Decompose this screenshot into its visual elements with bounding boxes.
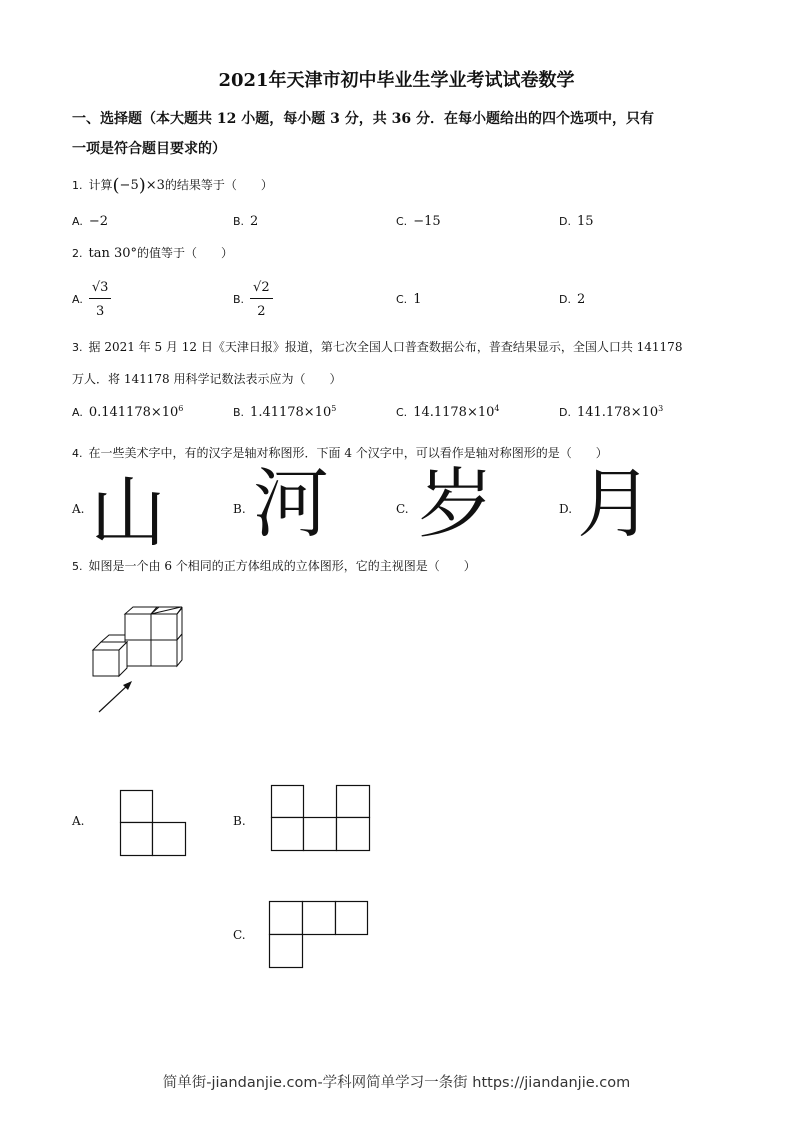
math-expression: (−5)×3 xyxy=(112,175,165,196)
q2-option-a: A. $\frac{√3}{3}$ xyxy=(72,280,111,319)
cube-front-face xyxy=(151,640,177,666)
q2-option-d: D. 2 xyxy=(559,292,586,307)
q4-option-d-char: 月 xyxy=(577,459,653,548)
question-text: 据 2021 年 5 月 12 日《天津日报》报道，第七次全国人口普查数据公布，普查结果显示，全国人口共 141178 xyxy=(88,340,683,354)
cube-front-face xyxy=(93,650,119,676)
section-heading-line1: 一、选择题（本大题共 12 小题，每小题 3 分，共 36 分．在每小题给出的四个选项中，只有 xyxy=(72,111,654,127)
question-text: 的值等于（ ） xyxy=(137,246,234,260)
q4-option-d-label: D. xyxy=(559,502,573,516)
cube-front-face xyxy=(125,640,151,666)
cube-front-face xyxy=(125,614,151,640)
q5-option-b-label: B. xyxy=(233,814,246,828)
view-direction-arrow xyxy=(99,684,129,712)
q5-option-b-figure xyxy=(271,785,373,855)
q3-option-c: C. $14.1178\times 10^4$ xyxy=(396,404,500,420)
page-title: 2021年天津市初中毕业生学业考试试卷数学 xyxy=(218,70,575,91)
q5-option-a-figure xyxy=(120,790,190,860)
section-heading-line2: 一项是符合题目要求的） xyxy=(72,141,226,157)
q2-option-b: B. $\frac{√2}{2}$ xyxy=(233,280,273,319)
question-2 xyxy=(72,244,233,261)
fraction: $\frac{√2}{2}$ xyxy=(250,280,273,319)
q5-option-c-figure xyxy=(269,901,371,971)
q2-option-c: C. 1 xyxy=(396,292,422,307)
question-number: 1. xyxy=(72,179,83,192)
question-number: 3. xyxy=(72,341,83,354)
cube-front-face xyxy=(151,614,177,640)
question-text: 如图是一个由 6 个相同的正方体组成的立体图形，它的主视图是（ ） xyxy=(88,559,476,573)
math-expression: tan 30° xyxy=(88,246,138,261)
cube-side-face xyxy=(177,634,182,666)
question-3-line2: 万人．将 141178 用科学记数法表示应为（ ） xyxy=(72,372,342,386)
section-heading xyxy=(72,104,732,164)
question-3-line1 xyxy=(72,338,682,355)
question-text: 的结果等于（ ） xyxy=(164,178,273,192)
q3-option-a: A. $0.141178\times 10^6$ xyxy=(72,404,184,420)
q5-option-a-label: A. xyxy=(72,814,85,828)
q1-option-b: B. 2 xyxy=(233,214,259,229)
q4-option-c-char: 岁 xyxy=(418,459,494,548)
q5-option-c-label: C. xyxy=(233,928,246,942)
q4-option-c-label: C. xyxy=(396,502,409,516)
question-5 xyxy=(72,557,476,574)
q4-option-b-char: 河 xyxy=(253,459,329,548)
q1-option-d: D. 15 xyxy=(559,214,594,229)
fraction: $\frac{√3}{3}$ xyxy=(89,280,112,319)
question-number: 5. xyxy=(72,560,83,573)
question-text: 在一些美术字中，有的汉字是轴对称图形．下面 4 个汉字中，可以看作是轴对称图形的是（ ） xyxy=(88,446,608,460)
q4-option-a-label: A. xyxy=(72,502,85,516)
q1-option-c: C. −15 xyxy=(396,214,441,229)
q3-option-b: B. $1.41178\times 10^5$ xyxy=(233,404,337,420)
footer-watermark: 简单街-jiandanjie.com-学科网简单学习一条街 https://jiandanjie.com xyxy=(162,1075,631,1091)
question-number: 2. xyxy=(72,247,83,260)
question-4 xyxy=(72,444,608,461)
question-1 xyxy=(72,175,273,196)
question-number: 4. xyxy=(72,447,83,460)
cube-solid-figure xyxy=(85,600,195,720)
q1-option-a: A. −2 xyxy=(72,214,108,229)
q4-option-b-label: B. xyxy=(233,502,246,516)
q3-option-d: D. $141.178\times 10^3$ xyxy=(559,404,664,420)
question-text: 计算 xyxy=(88,178,113,192)
q4-option-a-char: 山 xyxy=(90,468,166,557)
